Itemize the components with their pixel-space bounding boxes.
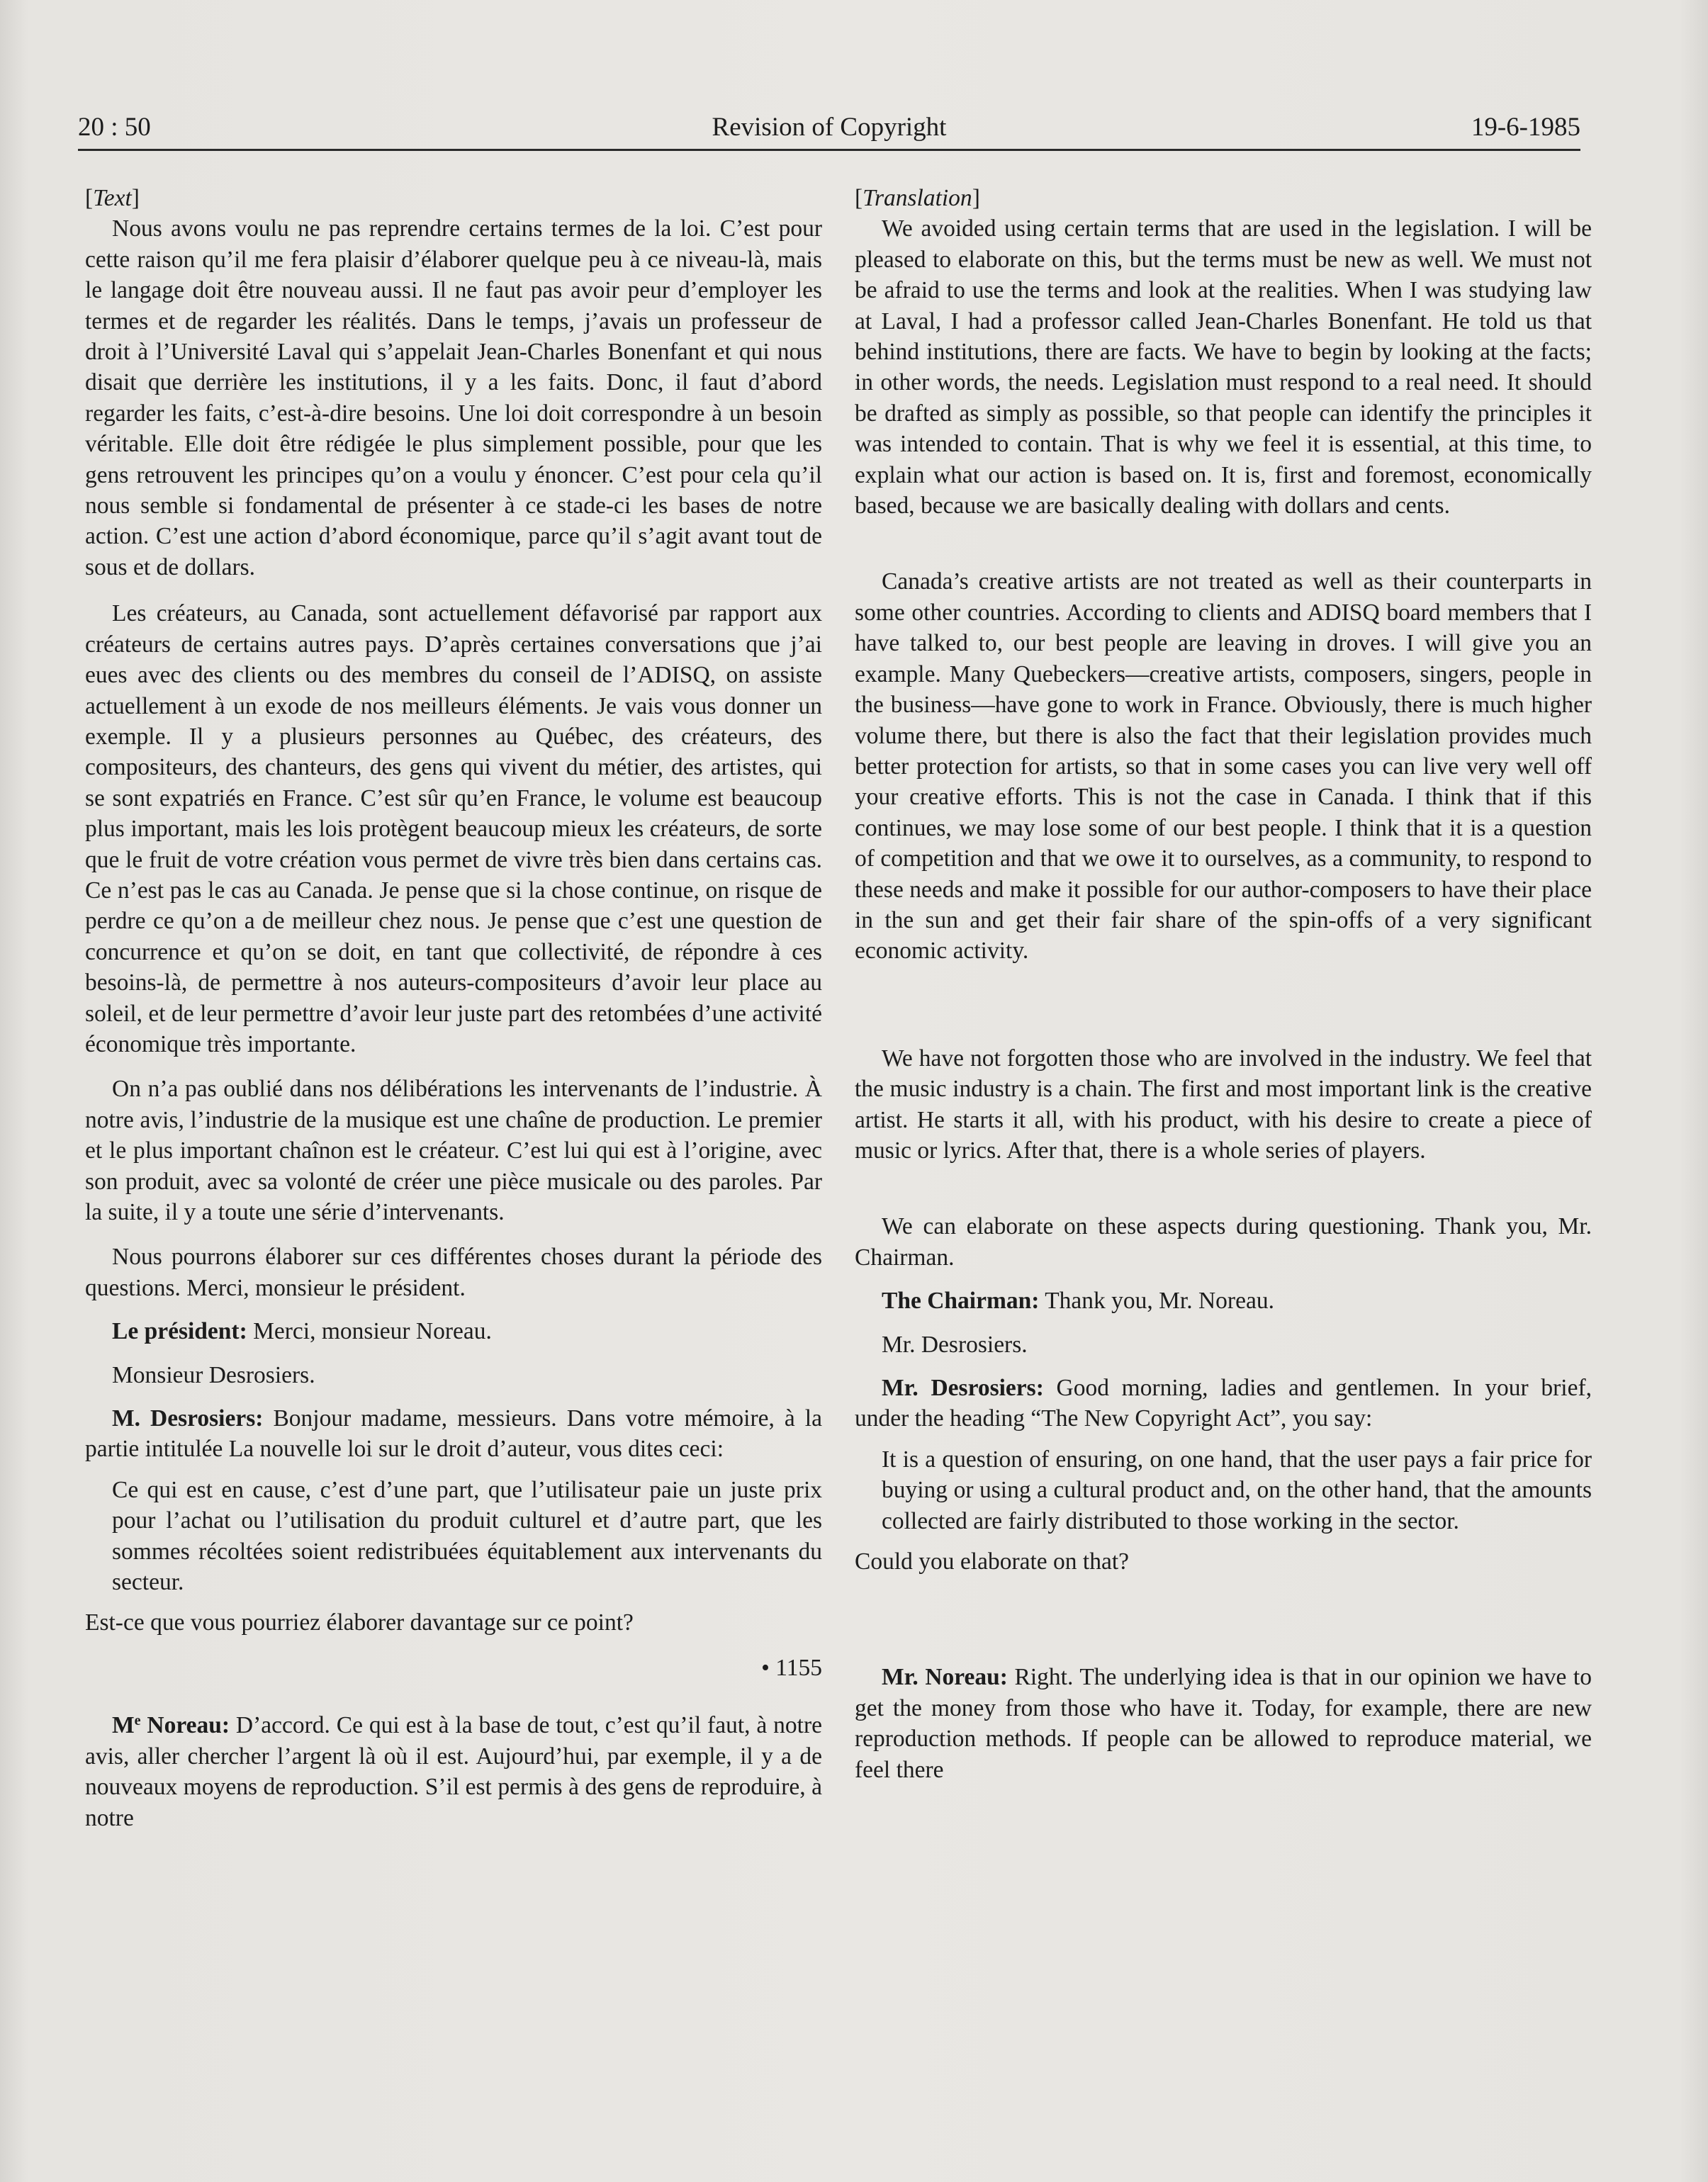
paragraph: Canada’s creative artists are not treated as well as their counterparts in some other countries. According to clients and ADISQ board members that I have talked to, our best people are leaving in droves. I will give you an example. Many Quebeckers—creative artists, composers, singers, people in the business—have gone to work in France. Obviously, there is much higher volume there, but there is also the fact that their legislation provides much better protection for artists, so that in some cases you can live very well off your creative efforts. This is not the case in Canada. I think that if this continues, we may lose some of our best people. I think that it is a question of competition and that we owe it to ourselves, as a community, to respond to these needs and make it possible for our author-composers to have their place in the sun and get their fair share of the spin-offs of a very significant economic activity.	[855, 568, 1592, 965]
speech-text: Bonjour madame, messieurs. Dans votre mémoire, à la partie intitulée La nouvelle loi sur le droit d’auteur, vous dites ceci:	[85, 1405, 822, 1463]
question-line: Could you elaborate on that?	[855, 1548, 1130, 1575]
block-quote: Ce qui est en cause, c’est d’une part, que l’utilisateur paie un juste prix pour l’achat ou l’utilisation du produit culturel et d’autre part, que les sommes récoltées soient redistribuées équitablement aux intervenants du secteur.	[112, 1476, 822, 1596]
speaker-name: The Chairman:	[882, 1288, 1040, 1315]
paragraph: On n’a pas oublié dans nos délibérations les intervenants de l’industrie. À notre avis, l’industrie de la musique est une chaîne de production. Le premier et le plus important chaînon est le créateur. C’est lui qui est à l’origine, avec son produit, avec sa volonté de créer une pièce musicale ou des paroles. Par la suite, il y a toute une série d’intervenants.	[85, 1076, 822, 1225]
sitting-date: 19-6-1985	[1471, 113, 1580, 142]
section-label-text: Translation	[863, 185, 972, 211]
question-line: Est-ce que vous pourriez élaborer davantage sur ce point?	[85, 1609, 634, 1636]
speaker-line: Mr. Desrosiers.	[882, 1331, 1028, 1358]
speaker-line	[85, 1710, 822, 1833]
speech-text: Good morning, ladies and gentlemen. In your brief, under the heading “The New Copyright Act”, you say:	[855, 1375, 1592, 1432]
time-marker: • 1155	[761, 1654, 822, 1681]
speaker-name: Mr. Noreau:	[882, 1664, 1008, 1691]
speaker-name: Mr. Desrosiers:	[882, 1375, 1044, 1401]
section-label: [Translation]	[855, 185, 980, 211]
paragraph: Nous avons voulu ne pas reprendre certains termes de la loi. C’est pour cette raison qu’il me fera plaisir d’élaborer quelque peu à ce niveau-là, mais le langage doit être nouveau aussi. Il ne faut pas avoir peur d’employer les termes et de regarder les réalités. Dans le temps, j’avais un professeur de droit à l’Université Laval qui s’appelait Jean-Charles Bonenfant et qui nous disait que derrière les institutions, il y a les faits. Donc, il faut d’abord regarder les faits, c’est-à-dire besoins. Une loi doit correspondre à un besoin véritable. Elle doit être rédigée le plus simplement possible, pour que les gens retrouvent les principes qu’on a voulu y énoncer. C’est pour cela qu’il nous semble si fondamental de présenter à ce stade-ci les bases de notre action. C’est une action d’abord économique, parce qu’il s’agit avant tout de sous et de dollars.	[85, 215, 822, 580]
paragraph: We can elaborate on these aspects during questioning. Thank you, Mr. Chairman.	[855, 1213, 1592, 1271]
speaker-line	[855, 1662, 1592, 1785]
running-title: Revision of Copyright	[712, 113, 947, 142]
page-number: 20 : 50	[78, 113, 151, 142]
french-column	[85, 183, 822, 1833]
paragraph: Nous pourrons élaborer sur ces différentes choses durant la période des questions. Merci, monsieur le président.	[85, 1244, 822, 1301]
paragraph: We have not forgotten those who are involved in the industry. We feel that the music industry is a chain. The first and most important link is the creative artist. He starts it all, with his product, with his desire to create a piece of music or lyrics. After that, there is a whole series of players.	[855, 1045, 1592, 1164]
paragraph: Les créateurs, au Canada, sont actuellement défavorisé par rapport aux créateurs de certains autres pays. D’après certaines conversations que j’ai eues avec des clients ou des membres du conseil de l’ADISQ, on assiste actuellement à un exode de nos meilleurs éléments. Je vais vous donner un exemple. Il y a plusieurs personnes au Québec, des créateurs, des compositeurs, des chanteurs, des gens qui vivent du métier, des artistes, qui se sont expatriés en France. C’est sûr qu’en France, le volume est beaucoup plus important, mais les lois protègent beaucoup mieux les créateurs, de sorte que le fruit de votre création vous permet de vivre très bien dans certains cas. Ce n’est pas le cas au Canada. Je pense que si la chose continue, on risque de perdre ce qu’on a de meilleur chez nous. Je pense que c’est une question de concurrence et qu’on se doit, en tant que collectivité, de répondre à ces besoins-là, de permettre à nos auteurs-compositeurs d’avoir leur place au soleil, et de leur permettre d’avoir leur juste part des retombées d’une activité économique très importante.	[85, 600, 822, 1057]
page-header	[78, 106, 1580, 151]
english-column	[855, 183, 1592, 1785]
speech-text: Thank you, Mr. Noreau.	[1039, 1288, 1274, 1315]
speaker-name: Le président:	[112, 1318, 247, 1345]
speaker-line: Monsieur Desrosiers.	[112, 1361, 315, 1388]
speech-text: Merci, monsieur Noreau.	[247, 1318, 492, 1345]
speech-text: D’accord. Ce qui est à la base de tout, c’est qu’il faut, à notre avis, aller chercher l’argent là où il est. Aujourd’hui, par exemple, il y a de nouveaux moyens de reproduction. S’il est permis à des gens de reproduire, à notre	[85, 1712, 822, 1831]
section-label-text: Text	[93, 185, 132, 211]
speaker-line	[855, 1373, 1592, 1434]
speaker-line	[85, 1316, 822, 1346]
speaker-line	[85, 1403, 822, 1465]
block-quote: It is a question of ensuring, on one hand, that the user pays a fair price for buying or using a cultural product and, on the other hand, that the amounts collected are fairly distributed to those working in the sector.	[882, 1446, 1592, 1534]
speaker-line	[855, 1286, 1592, 1316]
speaker-name: M. Desrosiers:	[112, 1405, 264, 1432]
paragraph: We avoided using certain terms that are used in the legislation. I will be pleased to elaborate on this, but the terms must be new as well. We must not be afraid to use the terms and look at the realities. When I was studying law at Laval, I had a professor called Jean-Charles Bonenfant. He told us that behind institutions, there are facts. We have to begin by looking at the facts; in other words, the needs. Legislation must respond to a real need. It should be drafted as simply as possible, so that people can identify the principles it was intended to contain. That is why we feel it is essential, at this time, to explain what our action is based on. It is, first and foremost, economically based, because we are basically dealing with dollars and cents.	[855, 215, 1592, 519]
speech-text: Right. The underlying idea is that in our opinion we have to get the money from those who have it. Today, for example, there are new reproduction methods. If people can be allowed to reproduce material, we feel there	[855, 1664, 1592, 1783]
speaker-name: Me Noreau:	[112, 1712, 230, 1739]
section-label: [Text]	[85, 185, 140, 211]
